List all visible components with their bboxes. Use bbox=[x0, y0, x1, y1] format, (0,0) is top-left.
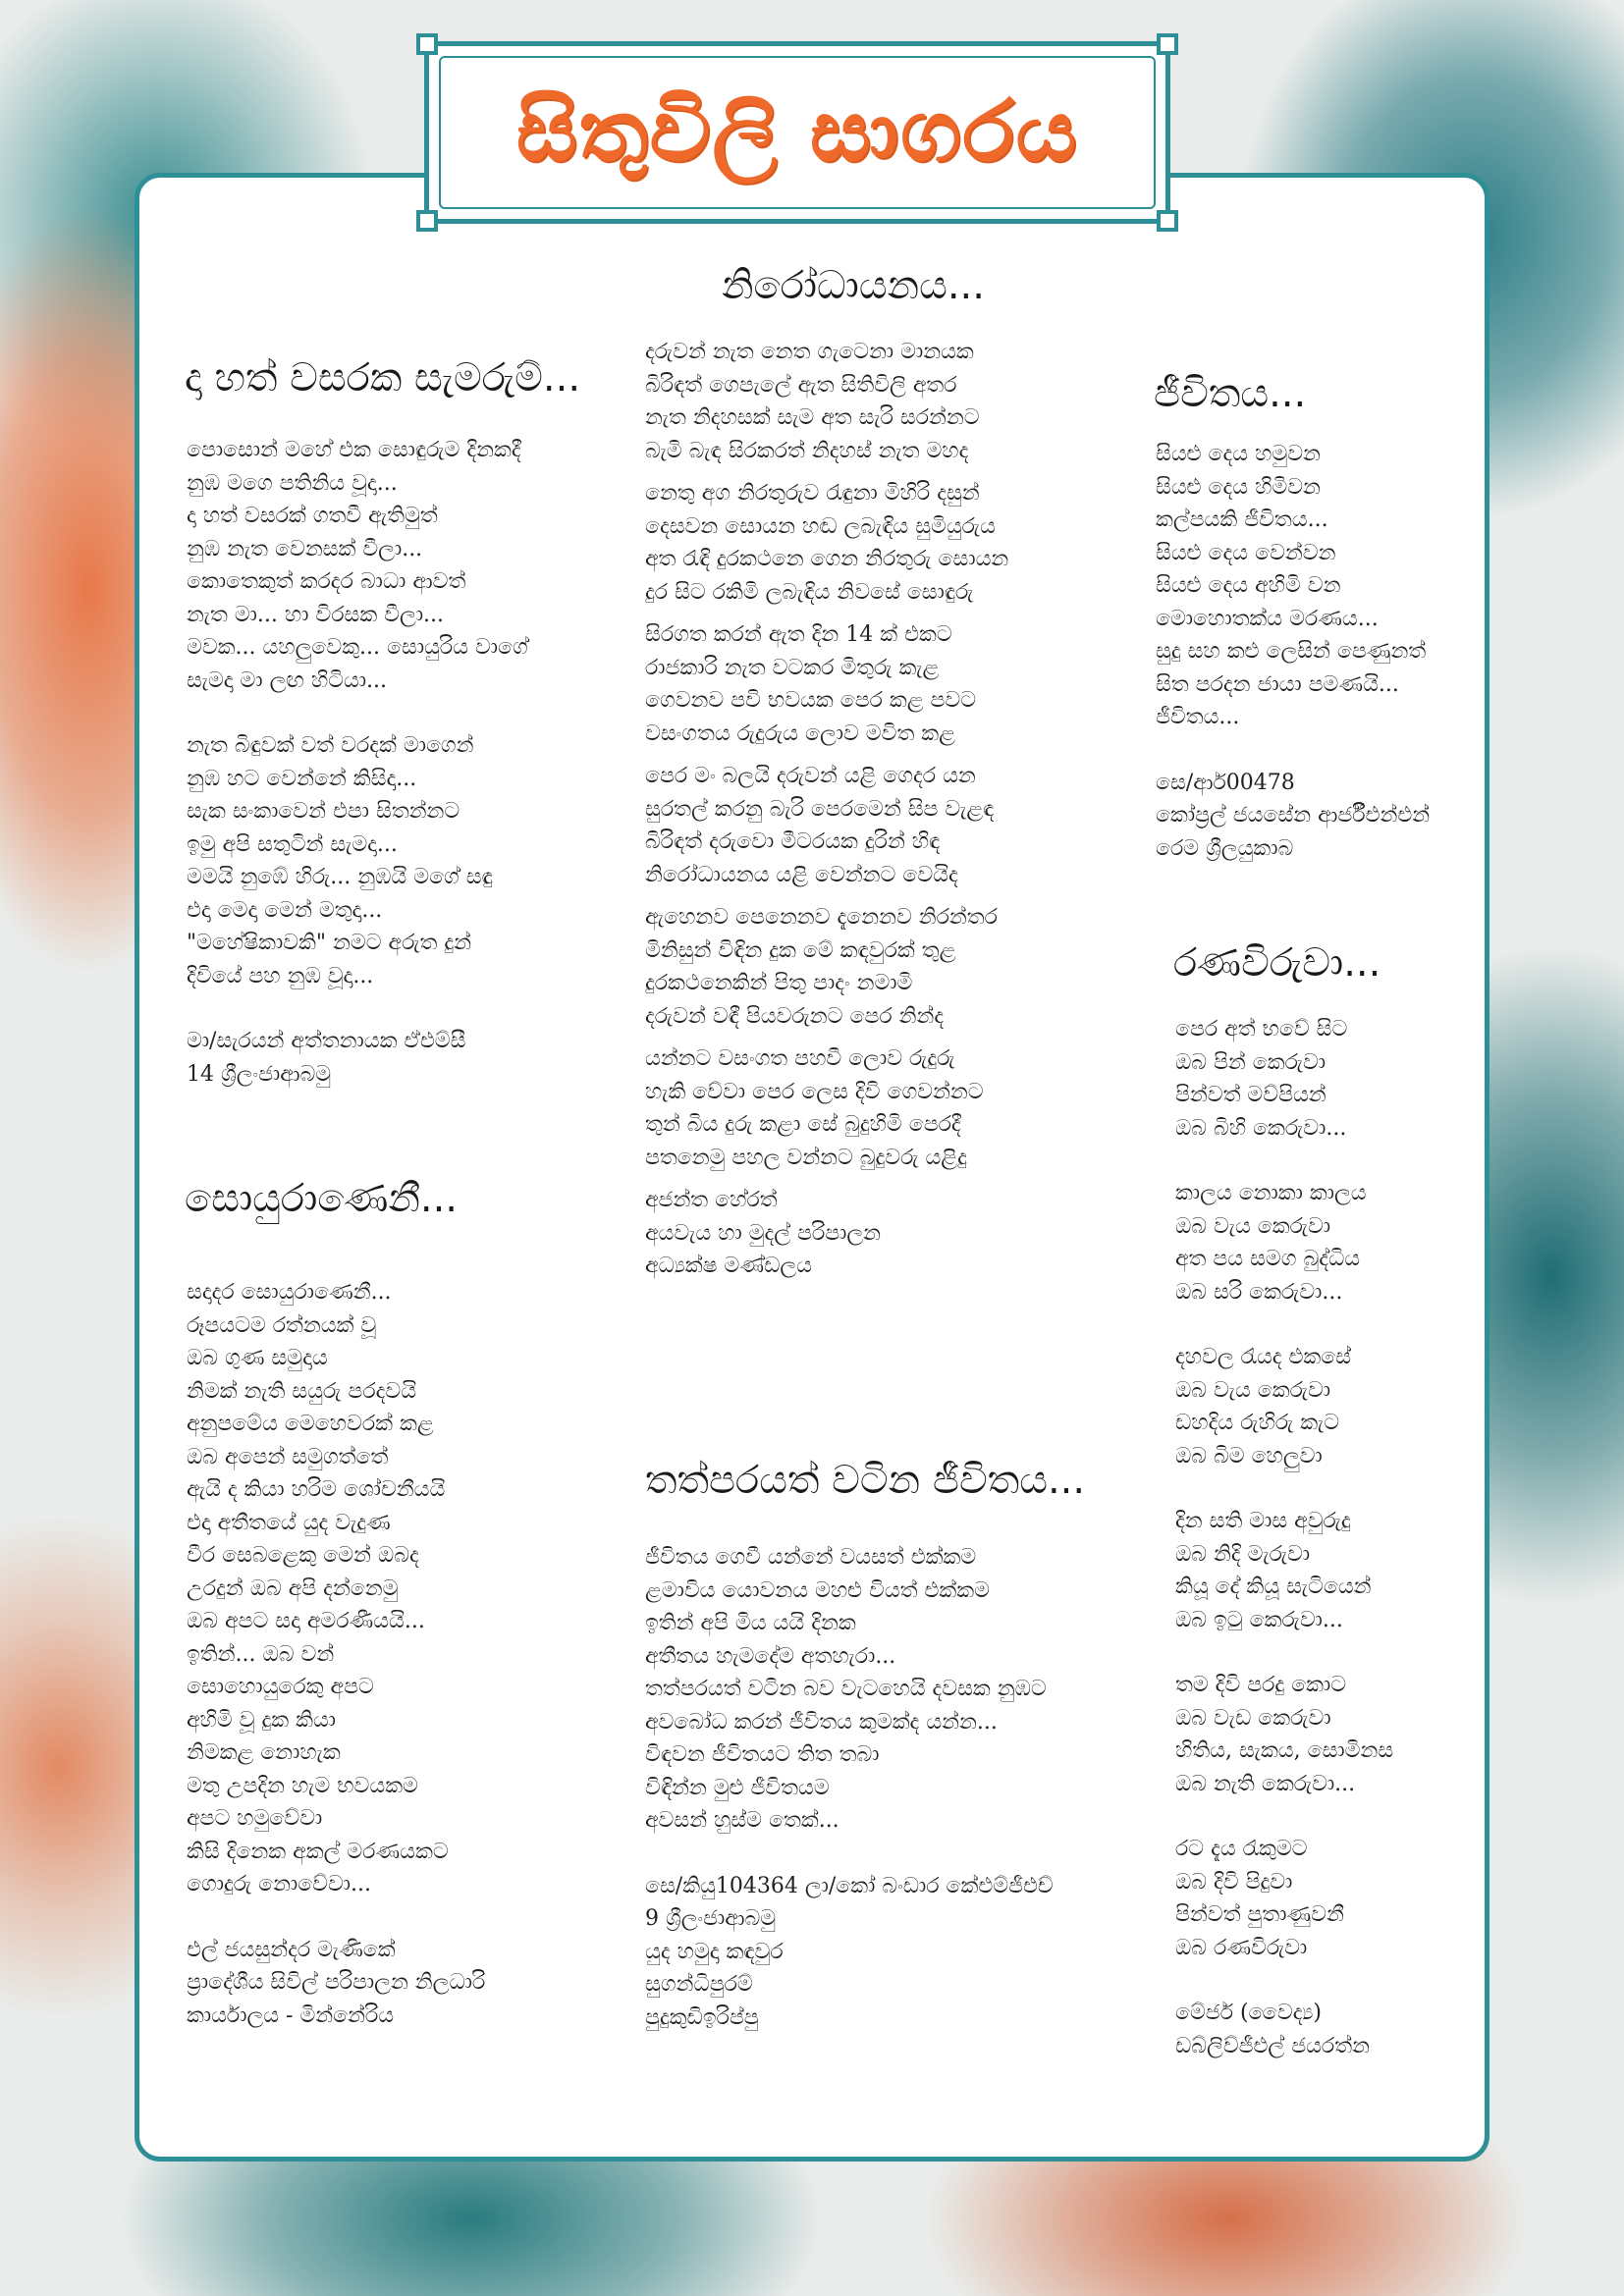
poem-line: දෙසවන සොයන හඬ ලබැඳිය සුමියුරුය bbox=[645, 513, 996, 539]
poem-line: කාර්යාලය - මින්නේරිය bbox=[187, 2002, 395, 2028]
stanza-gap bbox=[645, 1033, 1008, 1042]
poem-line: 14 ශ්‍රීලංජාආබමු bbox=[187, 1061, 332, 1087]
poem-line: නිමකළ නොහැක bbox=[187, 1740, 341, 1765]
poem-line: පතනෙමු පහල වන්නට බුදුවරු යළිදු bbox=[645, 1145, 967, 1170]
stanza-gap bbox=[645, 1174, 1008, 1184]
poem-title: සොයුරාණෙනී... bbox=[185, 1176, 459, 1221]
poem-line: සැක සංකාවෙන් එපා සිතන්නට bbox=[187, 799, 460, 824]
poem-line: ජීවිතය ගෙවී යන්නේ වයසත් එක්කම bbox=[645, 1545, 977, 1570]
poem-line: ඔබ බිහි කෙරුවා... bbox=[1175, 1115, 1347, 1141]
stanza-gap bbox=[1156, 734, 1430, 767]
poem-line: නැත බිඳුවක් වත් වරදක් මාගෙන් bbox=[187, 733, 474, 758]
poem-body bbox=[645, 336, 1008, 1283]
poem-line: යුද හමුදා කඳවුර bbox=[645, 1939, 784, 1964]
poem-line: වසංගතය රුදුරුය ලොව මවිත කළ bbox=[645, 721, 955, 746]
poem-line: අධ්‍යක්ෂ මණ්ඩලය bbox=[645, 1254, 812, 1278]
poem-line: සොහොයුරෙකු අපට bbox=[187, 1675, 374, 1699]
poem-line: දිවියේ පහ නුඹ වූදා... bbox=[187, 963, 374, 988]
stanza-gap bbox=[645, 467, 1008, 477]
poem-line: අයවැය හා මුදල් පරිපාලන bbox=[645, 1220, 882, 1246]
poem-line: ඔබ වැඩ කෙරුවා bbox=[1175, 1705, 1331, 1731]
poem-line: හැකි වේවා පෙර ලෙස දිවි ගෙවන්නට bbox=[645, 1079, 984, 1104]
poem-line: එල් ජයසුන්දර මැණිකේ bbox=[187, 1937, 396, 1962]
poem-line: විඳවන ජීවිතයට තිත තබා bbox=[645, 1742, 880, 1767]
poem-line: කිසි දිනෙක අකල් මරණයකට bbox=[187, 1839, 449, 1864]
corner-ornament bbox=[1157, 210, 1178, 232]
poem-line: ඔබ රණවිරුවා bbox=[1175, 1935, 1308, 1960]
stanza-gap bbox=[645, 891, 1008, 901]
poem-line: පින්වත් මව්පියන් bbox=[1175, 1083, 1326, 1107]
poem-line: සෙ/කියු104364 ලා/කෝ බංඩාර කේඑම්ජීඑච් bbox=[645, 1873, 1054, 1898]
poem-line: මිනිසුන් විඳින දුක මේ කඳවුරක් තුළ bbox=[645, 937, 956, 963]
stanza-gap bbox=[645, 750, 1008, 760]
corner-ornament bbox=[1157, 33, 1178, 55]
poem-line: නුඹ හට වෙන්නේ කිසිදා... bbox=[187, 766, 417, 791]
poem-line: ඔබ අපට සදා අමරණීයයි... bbox=[187, 1609, 425, 1633]
poem-line: ඇහෙනව පෙනෙනව දැනෙනව නිරන්තර bbox=[645, 905, 998, 930]
poem-line: සිත පරදන ජායා පමණයි... bbox=[1156, 671, 1399, 697]
poem-line: කියූ දේ කියූ සැටියෙන් bbox=[1175, 1575, 1372, 1599]
magazine-header bbox=[424, 41, 1170, 224]
poem-line: අත පය සමග බුද්ධිය bbox=[1175, 1247, 1361, 1271]
poem-line: ඩබ්ලිව්ජීඑල් ජයරත්න bbox=[1175, 2033, 1370, 2058]
stanza-gap bbox=[1175, 1472, 1393, 1505]
poem-line: නිරෝධායනය යළි වෙන්නට වෙයිද bbox=[645, 862, 958, 887]
poem-line: සෙ/ආර්00478 bbox=[1156, 770, 1295, 795]
poem-line: අනුපමේය මෙහෙවරක් කළ bbox=[187, 1412, 434, 1436]
stanza-gap bbox=[187, 992, 528, 1025]
poem-line: තම දිවි පරදු කොට bbox=[1175, 1673, 1347, 1697]
stanza-gap bbox=[645, 1838, 1054, 1870]
poem-line: තත්පරයත් වටින බව වැටහෙයි දවසක නුඹට bbox=[645, 1677, 1047, 1701]
poem-line: මේජර් (වෛද්‍ය) bbox=[1175, 2001, 1322, 2025]
poem-title: ජීවිතය... bbox=[1154, 371, 1307, 416]
poem-line: අතීතය හැමදේම අතහැරා... bbox=[645, 1643, 896, 1669]
poem-line: දරුවන් නැත නෙත ගැටෙනා මානයක bbox=[645, 340, 974, 364]
poem-line: ඔබ බිම හෙලුවා bbox=[1175, 1443, 1323, 1468]
poem-body bbox=[187, 1276, 485, 2032]
poem-line: අවසන් හුස්ම තෙක්... bbox=[645, 1808, 839, 1833]
poem-line: ඔබ වැය කෙරුවා bbox=[1175, 1213, 1331, 1239]
poem-line: රූපයටම රත්නයක් වූ bbox=[187, 1312, 377, 1338]
poem-line: ඉමු අපි සතුටින් සැමදා... bbox=[187, 831, 398, 857]
poem-line: දා හත් වසරක් ගතවී ඇතිමුත් bbox=[187, 504, 438, 528]
poem-title: තත්පරයත් වටින ජීවිතය... bbox=[645, 1458, 1086, 1503]
poem-line: අජන්ත හේරත් bbox=[645, 1188, 778, 1212]
magazine-title: සිතුවිලි සාගරය bbox=[515, 82, 1079, 181]
poem-line: එදා මෙදා මෙන් මතුදා... bbox=[187, 897, 383, 923]
poem-line: සියළු දෙය අහිමි වන bbox=[1156, 573, 1341, 598]
poem-line: දින සති මාස අවුරුදු bbox=[1175, 1509, 1351, 1533]
poem-line: සියළු දෙය හමුවන bbox=[1156, 442, 1321, 466]
poem-line: මතු උපදින හැම භවයකම bbox=[187, 1773, 418, 1798]
poem-line: පෙර මං බලයි දරුවන් යළි ගෙදර යන bbox=[645, 764, 976, 788]
poem-line: ඔබ ඉටු කෙරුවා... bbox=[1175, 1607, 1343, 1632]
poem-line: උරදුන් ඔබ අපි දන්නෙමු bbox=[187, 1575, 399, 1601]
poem-line: නෙතු අග නිරතුරුව රැඳුනා මිහිරි දසුන් bbox=[645, 481, 980, 506]
poem-line: ඔබ දිවි පිදුවා bbox=[1175, 1869, 1293, 1895]
poem-body bbox=[1175, 1013, 1393, 2062]
poem-line: කාලය නොකා කාලය bbox=[1175, 1181, 1367, 1205]
poem-line: සදාදර සොයුරාණෙනී... bbox=[187, 1280, 392, 1305]
poem-line: සියළු දෙය හිමිවන bbox=[1156, 474, 1321, 500]
poem-line: රට දැය රැකුමට bbox=[1175, 1837, 1308, 1861]
poem-line: බිරිඳත් ගෙපැලේ ඇත සිතිවිලි අතර bbox=[645, 372, 957, 398]
poem-line: අත රැඳි දුරකථනෙ ගෙන නිරතුරු සොයන bbox=[645, 547, 1009, 571]
poem-line: ගෙවනව පවි භවයක පෙර කළ පවට bbox=[645, 688, 977, 713]
poem-line: බිරිඳත් දරුවො මීටරයක දුරින් හිඳ bbox=[645, 829, 941, 854]
poem-line: දුරකථනෙකින් පිතු පාදං නමාමි bbox=[645, 971, 913, 995]
poem-line: ඔබ සරි කෙරුවා... bbox=[1175, 1279, 1343, 1305]
poem-line: රාජකාරි නැත වටකර මිතුරු කැළ bbox=[645, 655, 940, 680]
poem-body bbox=[187, 434, 528, 1091]
poem-line: ඔබ නැති කෙරුවා... bbox=[1175, 1771, 1356, 1796]
poem-line: ඔබ ගුණ සමුදාය bbox=[187, 1346, 328, 1370]
stanza-gap bbox=[1175, 1636, 1393, 1669]
poem-line: එදා අතීතයේ යුද වැදුණ bbox=[187, 1510, 391, 1535]
poem-line: ඉතින් අපි මිය යයි දිනක bbox=[645, 1611, 856, 1635]
poem-line: අවබෝධ කරන් ජීවිතය කුමක්ද යන්න... bbox=[645, 1709, 998, 1735]
poem-line: නිමක් නැති සයුරු පරදවයි bbox=[187, 1378, 417, 1404]
poem-line: විඳින්න මුළු ජීවිතයම bbox=[645, 1775, 830, 1800]
poem-line: ඔබ වැය කෙරුවා bbox=[1175, 1377, 1331, 1403]
poem-line: මවක... යහලුවෙකු... සොයුරිය වාගේ bbox=[187, 635, 528, 660]
poem-line: පුදුකුඩිඉරිප්පු bbox=[645, 2004, 759, 2030]
poem-line: ඔබ අපෙන් සමුගත්තේ bbox=[187, 1444, 389, 1469]
poem-line: දහවල රැයද එකසේ bbox=[1175, 1345, 1352, 1369]
poem-line: ඉතින්... ඔබ වන් bbox=[187, 1641, 335, 1667]
poem-line: සැමදා මා ලඟ හිටියා... bbox=[187, 667, 388, 693]
poem-line: නැත නිදහසක් සැම අත සැරි සරන්නට bbox=[645, 405, 980, 430]
stanza-gap bbox=[1175, 1800, 1393, 1833]
poem-body bbox=[1156, 438, 1430, 865]
poem-line: රෙම ශ්‍රීලයුකාබ bbox=[1156, 835, 1294, 861]
poem-line: සිරගත කරන් ඇත දින 14 ක් එකට bbox=[645, 622, 952, 647]
poem-line: සියළු දෙය වෙන්වන bbox=[1156, 540, 1336, 565]
stanza-gap bbox=[645, 609, 1008, 618]
poem-title: රණවිරුවා... bbox=[1173, 940, 1381, 986]
poem-line: කල්පයකි ජීවිතය... bbox=[1156, 507, 1328, 532]
poem-line: නැත මා... හා විරසක වීලා... bbox=[187, 602, 445, 627]
corner-ornament bbox=[416, 210, 438, 232]
poem-line: බැමි බැඳ සිරකරත් නිදහස් නැත මහද bbox=[645, 438, 969, 463]
poem-line: හිතිය, සැකය, සොමිනස bbox=[1175, 1738, 1394, 1763]
poem-line: කොතෙකුත් කරදර බාධා ආවත් bbox=[187, 569, 466, 594]
poem-line: ළමාවිය යොවනය මහළු වියත් එක්කම bbox=[645, 1577, 990, 1603]
poem-line: ඔබ පින් කෙරුවා bbox=[1175, 1049, 1326, 1075]
poem-line: තුන් බිය දුරු කළා සේ බුදුහිමි පෙරදී bbox=[645, 1112, 961, 1137]
poem-line: යන්නට වසංගත පහවී ලොව රුදුරු bbox=[645, 1046, 955, 1071]
poem-line: මොහොතක්ය මරණය... bbox=[1156, 606, 1379, 631]
poem-line: දරුවන් වඳී පියවරුනට පෙර නින්ද bbox=[645, 1003, 945, 1029]
poem-line: අපට හමුවේවා bbox=[187, 1806, 323, 1831]
poem-line: සුගන්ධිපුරම් bbox=[645, 1972, 753, 1997]
poem-line: පෙර අත් භවේ සිට bbox=[1175, 1017, 1348, 1041]
stanza-gap bbox=[1175, 1145, 1393, 1177]
poem-line: 9 ශ්‍රීලංජාආබමු bbox=[645, 1906, 777, 1931]
poem-line: වීර සෙබළෙකු මෙන් ඔබද bbox=[187, 1543, 419, 1568]
poem-line: මා/සැරයන් අත්තනායක ඒඑම්සී bbox=[187, 1029, 466, 1053]
poem-line: නුඹ මගෙ පතිනිය වූදා... bbox=[187, 470, 398, 496]
poem-line: පින්වත් පුතාණුවනී bbox=[1175, 1902, 1344, 1927]
poem-line: දුර සිට රකිමි ලබැඳිය නිවසේ සොඳුරු bbox=[645, 579, 974, 605]
poem-line: සුදු සහ කළු ලෙසින් පෙණුනත් bbox=[1156, 639, 1427, 664]
poem-title: දා හත් වසරක සැමරුම්... bbox=[185, 355, 581, 400]
poem-line: කෝප්‍රල් ජයසේන ආර්ජීඑන්එන් bbox=[1156, 803, 1431, 828]
corner-ornament bbox=[416, 33, 438, 55]
stanza-gap bbox=[1175, 1964, 1393, 1997]
poem-line: ප්‍රාදේශීය සිවිල් පරිපාලන නිලධාරි bbox=[187, 1970, 486, 1995]
poem-line: ගොදුරු නොවේවා... bbox=[187, 1872, 372, 1896]
poem-line: ජීවිතය... bbox=[1156, 705, 1240, 729]
poem-line: මමයි නුඹේ හිරු... නුඹයි මගේ සඳු bbox=[187, 865, 493, 889]
poem-line: සුරතල් කරනු බැරි පෙරමෙන් සිප වැළඳ bbox=[645, 796, 995, 822]
poem-line: පොසොන් මහේ එක සොඳුරුම දිනකදී bbox=[187, 438, 521, 462]
poem-line: ඔබ නිදි මැරුවා bbox=[1175, 1541, 1311, 1567]
poem-title: නිරෝධායනය... bbox=[722, 263, 985, 308]
poem-body bbox=[645, 1541, 1054, 2034]
poem-line: ඩහදිය රුහිරු කැට bbox=[1175, 1411, 1340, 1435]
poem-line: ඇයි ද කියා හරිම ශෝචනීයයි bbox=[187, 1477, 446, 1502]
stanza-gap bbox=[187, 697, 528, 729]
poem-line: නුඹ නැත වෙනසක් වීලා... bbox=[187, 536, 423, 561]
stanza-gap bbox=[1175, 1308, 1393, 1341]
stanza-gap bbox=[187, 1901, 485, 1934]
poem-line: "මහේෂිකාවකි" නමට අරුත දුන් bbox=[187, 931, 471, 955]
poem-line: අහිමි වූ දුක කියා bbox=[187, 1707, 337, 1733]
